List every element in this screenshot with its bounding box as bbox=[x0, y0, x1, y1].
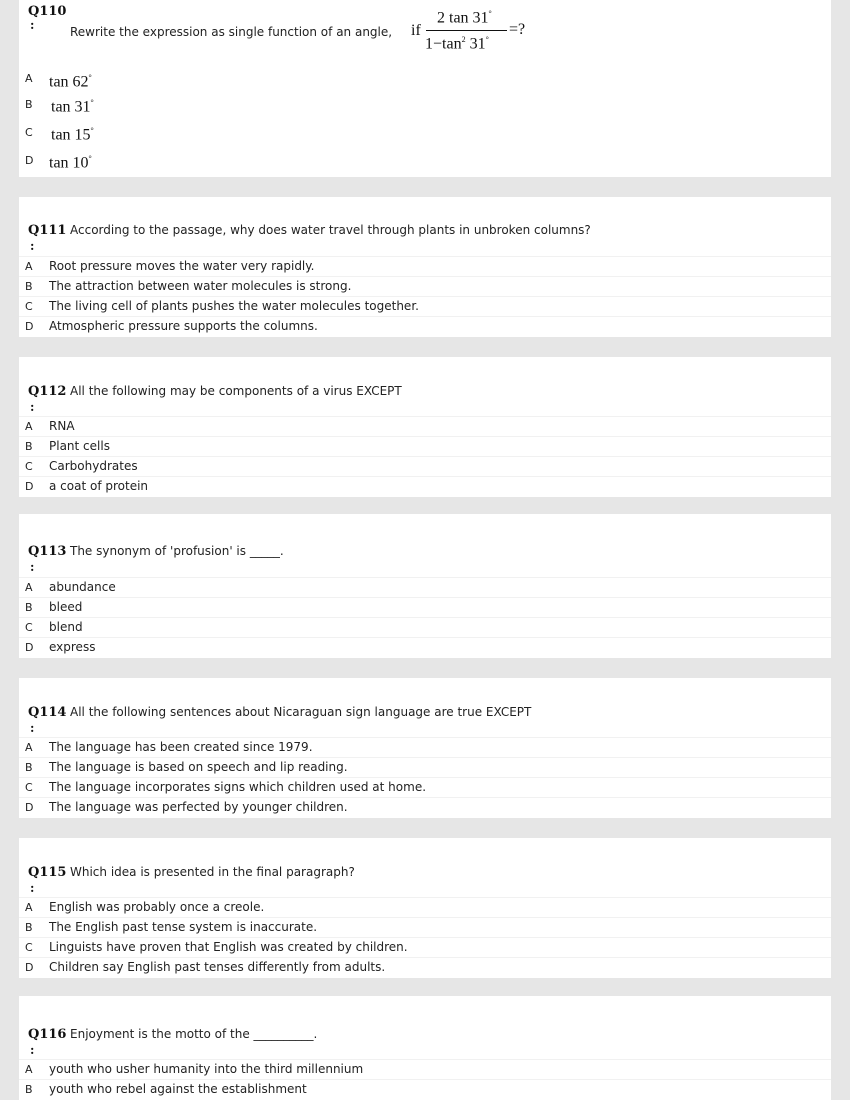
question-card-q116 bbox=[19, 996, 831, 1100]
question-text: Which idea is presented in the final paragraph? bbox=[70, 865, 355, 879]
question-colon: : bbox=[30, 560, 35, 574]
question-card-q113 bbox=[19, 514, 831, 658]
option-row[interactable] bbox=[19, 316, 831, 337]
option-text: Linguists have proven that English was created by children. bbox=[49, 940, 408, 954]
option-letter: D bbox=[25, 480, 34, 493]
option-row[interactable] bbox=[19, 597, 831, 618]
question-number: Q114 bbox=[28, 705, 67, 720]
question-number: Q110 bbox=[28, 4, 67, 19]
question-colon: : bbox=[30, 1043, 35, 1057]
option-letter: D bbox=[25, 320, 34, 333]
option-row[interactable] bbox=[19, 617, 831, 638]
option-text: The language is based on speech and lip reading. bbox=[49, 760, 348, 774]
option-row[interactable] bbox=[19, 276, 831, 297]
question-card-q115 bbox=[19, 838, 831, 978]
option-letter: B bbox=[25, 761, 33, 774]
option-row[interactable] bbox=[19, 94, 831, 116]
option-row[interactable] bbox=[19, 777, 831, 798]
option-row[interactable] bbox=[19, 122, 831, 144]
option-letter: C bbox=[25, 460, 33, 473]
option-row[interactable] bbox=[19, 296, 831, 317]
option-row[interactable] bbox=[19, 937, 831, 958]
question-text: According to the passage, why does water travel through plants in unbroken columns? bbox=[70, 223, 591, 237]
option-row[interactable] bbox=[19, 150, 831, 172]
option-row[interactable] bbox=[19, 416, 831, 437]
option-letter: C bbox=[25, 781, 33, 794]
option-text: The language incorporates signs which children used at home. bbox=[49, 780, 427, 794]
question-card-q112 bbox=[19, 357, 831, 497]
option-text: youth who rebel against the establishment bbox=[49, 1082, 307, 1096]
option-row[interactable] bbox=[19, 757, 831, 778]
option-row[interactable] bbox=[19, 897, 831, 918]
question-text: All the following may be components of a virus EXCEPT bbox=[70, 384, 402, 398]
option-letter: D bbox=[25, 641, 34, 654]
option-letter: A bbox=[25, 581, 33, 594]
option-text: youth who usher humanity into the third millennium bbox=[49, 1062, 364, 1076]
option-row[interactable] bbox=[19, 1059, 831, 1080]
option-letter: B bbox=[25, 1083, 33, 1096]
option-letter: D bbox=[25, 154, 34, 167]
option-text: abundance bbox=[49, 580, 116, 594]
option-letter: B bbox=[25, 440, 33, 453]
option-text: The language was perfected by younger children. bbox=[49, 800, 348, 814]
option-text: tan 31° bbox=[51, 98, 94, 116]
question-card-q110 bbox=[19, 0, 831, 177]
option-text: bleed bbox=[49, 600, 83, 614]
option-text: a coat of protein bbox=[49, 479, 149, 493]
question-card-q114 bbox=[19, 678, 831, 818]
option-letter: C bbox=[25, 621, 33, 634]
question-number: Q112 bbox=[28, 384, 67, 399]
option-letter: B bbox=[25, 280, 33, 293]
question-colon: : bbox=[30, 881, 35, 895]
option-letter: B bbox=[25, 98, 33, 111]
option-row[interactable] bbox=[19, 957, 831, 978]
option-letter: B bbox=[25, 921, 33, 934]
question-text: The synonym of 'profusion' is _____. bbox=[70, 544, 284, 558]
option-row[interactable] bbox=[19, 456, 831, 477]
option-letter: A bbox=[25, 741, 33, 754]
option-text: Plant cells bbox=[49, 439, 110, 453]
question-text: All the following sentences about Nicaraguan sign language are true EXCEPT bbox=[70, 705, 532, 719]
option-text: tan 62° bbox=[49, 73, 92, 91]
math-prefix: if bbox=[411, 22, 421, 39]
question-number: Q113 bbox=[28, 544, 67, 559]
option-letter: A bbox=[25, 260, 33, 273]
option-text: English was probably once a creole. bbox=[49, 900, 265, 914]
question-text: Rewrite the expression as single function of an angle, bbox=[70, 25, 393, 39]
question-number: Q115 bbox=[28, 865, 67, 880]
question-colon: : bbox=[30, 400, 35, 414]
fraction-denominator: $1-\tan^2$ 31° bbox=[425, 35, 489, 53]
option-letter: C bbox=[25, 300, 33, 313]
option-letter: D bbox=[25, 961, 34, 974]
question-text: Enjoyment is the motto of the __________. bbox=[70, 1027, 318, 1041]
question-colon: : bbox=[30, 721, 35, 735]
option-letter: C bbox=[25, 126, 33, 139]
option-row[interactable] bbox=[19, 68, 831, 90]
option-row[interactable] bbox=[19, 737, 831, 758]
option-row[interactable] bbox=[19, 577, 831, 598]
option-row[interactable] bbox=[19, 917, 831, 938]
option-row[interactable] bbox=[19, 256, 831, 277]
question-colon: : bbox=[30, 239, 35, 253]
option-text: tan 15° bbox=[51, 126, 94, 144]
option-letter: C bbox=[25, 941, 33, 954]
option-row[interactable] bbox=[19, 797, 831, 818]
option-text: The attraction between water molecules is strong. bbox=[49, 279, 352, 293]
option-letter: B bbox=[25, 601, 33, 614]
option-text: blend bbox=[49, 620, 83, 634]
question-colon: : bbox=[30, 18, 35, 32]
fraction-bar bbox=[426, 30, 507, 31]
option-row[interactable] bbox=[19, 476, 831, 497]
option-letter: A bbox=[25, 72, 33, 85]
option-letter: A bbox=[25, 901, 33, 914]
question-number: Q111 bbox=[28, 223, 67, 238]
fraction-numerator: 2 tan 31° bbox=[437, 9, 492, 27]
option-letter: D bbox=[25, 801, 34, 814]
option-row[interactable] bbox=[19, 637, 831, 658]
option-letter: A bbox=[25, 420, 33, 433]
option-text: tan 10° bbox=[49, 154, 92, 172]
option-text: The English past tense system is inaccurate. bbox=[49, 920, 318, 934]
option-letter: A bbox=[25, 1063, 33, 1076]
option-row[interactable] bbox=[19, 1079, 831, 1100]
option-text: Carbohydrates bbox=[49, 459, 138, 473]
option-text: Children say English past tenses differently from adults. bbox=[49, 960, 386, 974]
option-text: express bbox=[49, 640, 96, 654]
option-text: RNA bbox=[49, 419, 75, 433]
option-text: The living cell of plants pushes the water molecules together. bbox=[49, 299, 419, 313]
option-text: Atmospheric pressure supports the columns. bbox=[49, 319, 318, 333]
question-card-q111 bbox=[19, 197, 831, 337]
math-suffix: =? bbox=[509, 21, 526, 38]
question-number: Q116 bbox=[28, 1027, 67, 1042]
option-row[interactable] bbox=[19, 436, 831, 457]
option-text: Root pressure moves the water very rapidly. bbox=[49, 259, 315, 273]
option-text: The language has been created since 1979. bbox=[49, 740, 313, 754]
